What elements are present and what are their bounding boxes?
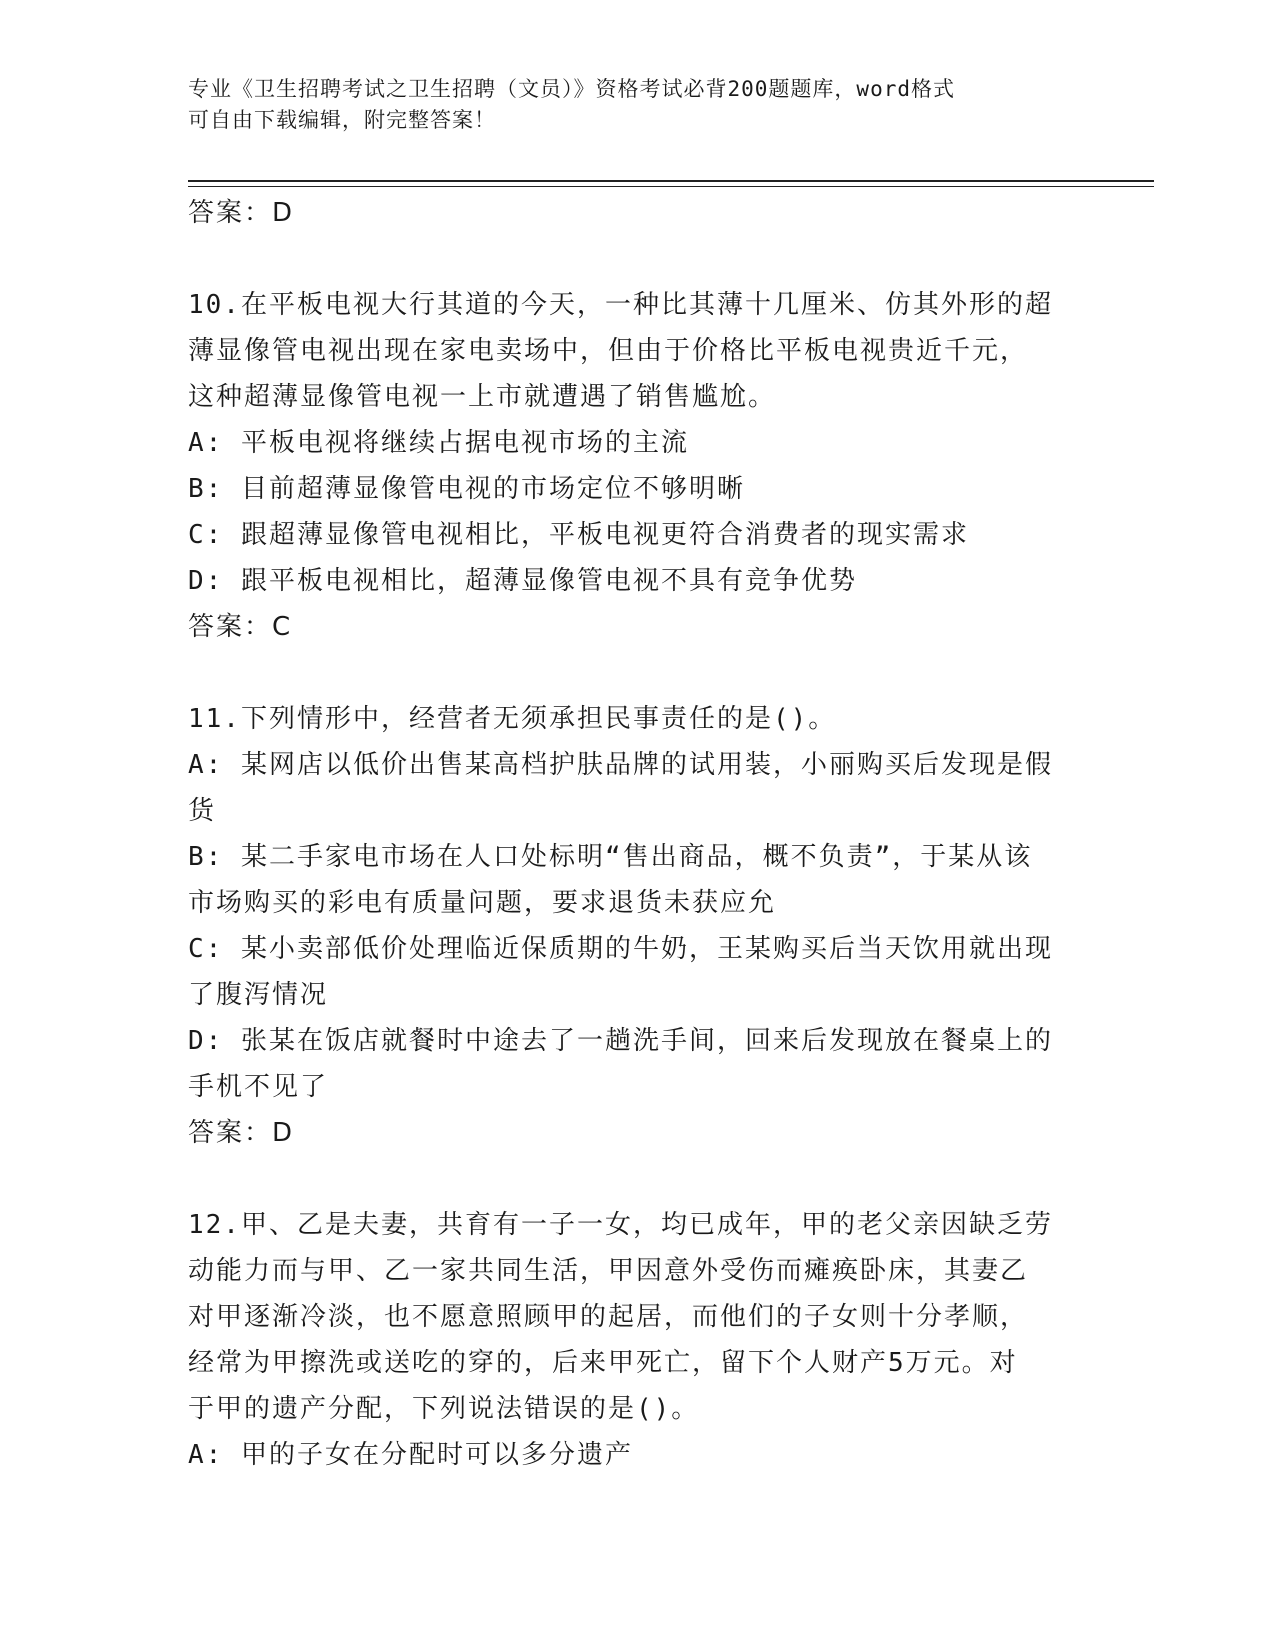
question-stem-line: 薄显像管电视出现在家电卖场中，但由于价格比平板电视贵近千元， (188, 336, 1029, 366)
question-stem-line: 11.下列情形中，经营者无须承担民事责任的是()。 (188, 704, 837, 734)
header-line-1: 专业《卫生招聘考试之卫生招聘（文员）》资格考试必背200题题库，word格式 (188, 77, 955, 101)
question-content (188, 190, 1078, 1478)
question-stem-line: 对甲逐渐冷淡，也不愿意照顾甲的起居，而他们的子女则十分孝顺， (188, 1302, 1029, 1332)
question-stem-line: 12.甲、乙是夫妻，共育有一子一女，均已成年，甲的老父亲因缺乏劳 (188, 1210, 1053, 1240)
question-stem-line: 这种超薄显像管电视一上市就遭遇了销售尴尬。 (188, 382, 777, 412)
option-d-cont: 手机不见了 (188, 1072, 329, 1102)
spacer (188, 1156, 1078, 1202)
header-rule-thin (188, 186, 1154, 187)
option-a-cont: 货 (188, 796, 217, 826)
option-c: C: 跟超薄显像管电视相比，平板电视更符合消费者的现实需求 (188, 520, 969, 550)
option-c-cont: 了腹泻情况 (188, 980, 329, 1010)
option-d: D: 张某在饭店就餐时中途去了一趟洗手间，回来后发现放在餐桌上的 (188, 1026, 1053, 1056)
question-11 (188, 696, 1078, 1156)
option-a: A: 甲的子女在分配时可以多分遗产 (188, 1440, 633, 1470)
option-a: A: 某网店以低价出售某高档护肤品牌的试用装，小丽购买后发现是假 (188, 750, 1053, 780)
option-b: B: 目前超薄显像管电视的市场定位不够明晰 (188, 474, 745, 504)
option-c: C: 某小卖部低价处理临近保质期的牛奶，王某购买后当天饮用就出现 (188, 934, 1053, 964)
question-stem-line: 经常为甲擦洗或送吃的穿的，后来甲死亡，留下个人财产5万元。对 (188, 1348, 1018, 1378)
question-stem-line: 动能力而与甲、乙一家共同生活，甲因意外受伤而瘫痪卧床，其妻乙 (188, 1256, 1029, 1286)
option-b: B: 某二手家电市场在人口处标明“售出商品，概不负责”，于某从该 (188, 842, 1033, 872)
header-line-2: 可自由下载编辑，附完整答案！ (188, 108, 496, 132)
question-12 (188, 1202, 1078, 1478)
option-d: D: 跟平板电视相比，超薄显像管电视不具有竞争优势 (188, 566, 857, 596)
question-10 (188, 282, 1078, 650)
previous-answer: 答案：D (188, 198, 295, 228)
question-stem-line: 于甲的遗产分配，下列说法错误的是()。 (188, 1394, 700, 1424)
question-stem-line: 10.在平板电视大行其道的今天，一种比其薄十几厘米、仿其外形的超 (188, 290, 1053, 320)
spacer (188, 236, 1078, 282)
option-b-cont: 市场购买的彩电有质量问题，要求退货未获应允 (188, 888, 777, 918)
spacer (188, 650, 1078, 696)
option-a: A: 平板电视将继续占据电视市场的主流 (188, 428, 689, 458)
header-rule-thick (188, 180, 1154, 182)
document-header (188, 74, 1068, 136)
answer: 答案：D (188, 1118, 295, 1148)
answer: 答案：C (188, 612, 293, 642)
